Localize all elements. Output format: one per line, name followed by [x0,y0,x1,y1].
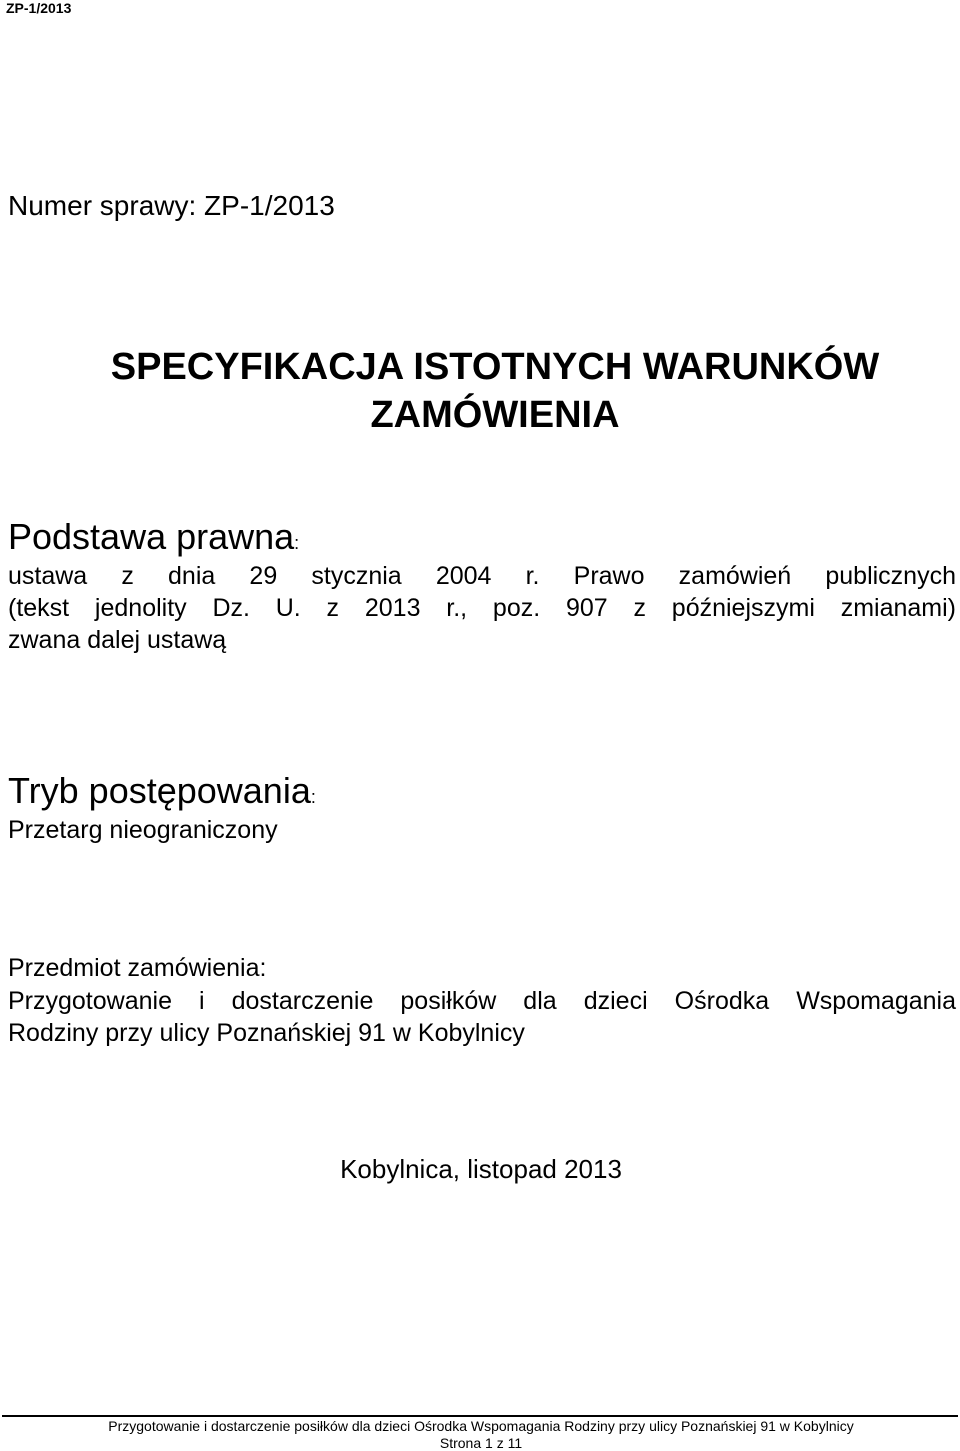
procedure-heading-text: Tryb postępowania [8,770,311,811]
footer-subject: Przygotowanie i dostarczenie posiłków dla dzieci Ośrodka Wspomagania Rodziny przy ulicy Poznańskiej 91 w Kobylnicy [108,1418,854,1434]
legal-basis-line-3: zwana dalej ustawą [8,626,227,654]
legal-basis-heading-text: Podstawa prawna [8,516,295,557]
footer-page-number: Strona 1 z 11 [439,1435,523,1451]
legal-basis-line-1: ustawa z dnia 29 stycznia 2004 r. Prawo zamówień publicznych [8,562,956,590]
header-document-code: ZP-1/2013 [6,0,72,16]
place-and-date: Kobylnica, listopad 2013 [340,1154,622,1184]
legal-basis-heading-colon: : [294,533,300,553]
legal-basis-heading [8,516,299,558]
case-number: Numer sprawy: ZP-1/2013 [8,190,335,221]
document-title-line-2: ZAMÓWIENIA [370,394,620,436]
procedure-heading-colon: : [310,787,316,807]
subject-line-1: Przygotowanie i dostarczenie posiłków dla dzieci Ośrodka Wspomagania [8,987,956,1015]
document-title-line-1: SPECYFIKACJA ISTOTNYCH WARUNKÓW [110,346,880,388]
subject-line-2: Rodziny przy ulicy Poznańskiej 91 w Kobylnicy [8,1019,525,1047]
procedure-text: Przetarg nieograniczony [8,816,278,844]
footer-divider [2,1415,958,1417]
legal-basis-line-2: (tekst jednolity Dz. U. z 2013 r., poz. 907 z późniejszymi zmianami) [8,594,956,622]
subject-label: Przedmiot zamówienia: [8,954,267,982]
procedure-heading [8,770,316,812]
